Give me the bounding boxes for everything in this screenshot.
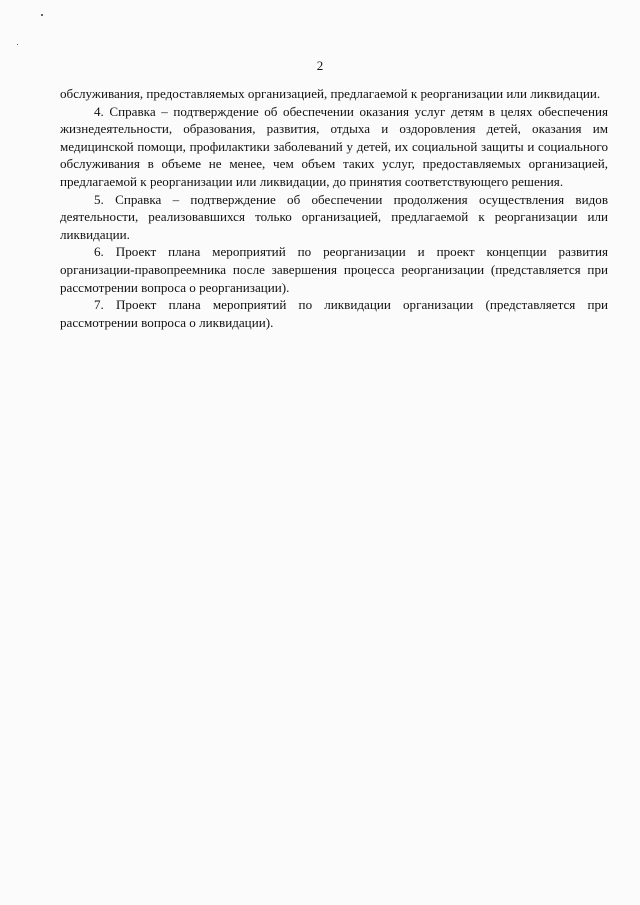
- paragraph-continuation: обслуживания, предоставляемых организацией, предлагаемой к реорганизации или ликвидации.: [60, 86, 601, 101]
- scan-speck: [41, 14, 43, 16]
- document-body: [60, 85, 608, 331]
- page-number: 2: [316, 58, 324, 73]
- paragraph-item-5: 5. Справка – подтверждение об обеспечении продолжения осуществления видов деятельности, реализовавшихся только организацией, предлагаемой к реорганизации или ликвидации.: [60, 191, 608, 242]
- paragraph-item-6: 6. Проект плана мероприятий по реорганизации и проект концепции развития организации-правопреемника после завершения процесса реорганизации (представляется при рассмотрении вопроса о реорганизации).: [60, 244, 608, 295]
- paragraph-item-4: 4. Справка – подтверждение об обеспечении оказания услуг детям в целях обеспечения жизнедеятельности, образования, развития, отдыха и оздоровления детей, оказания им медицинской помощи, профилактики заболеваний у детей, их социальной защиты и социального обслуживания в объеме не менее, чем объем таких услуг, предоставляемых организацией, предлагаемой к реорганизации или ликвидации, до принятия соответствующего решения.: [60, 103, 608, 189]
- paragraph-item-7: 7. Проект плана мероприятий по ликвидации организации (представляется при рассмотрении вопроса о ликвидации).: [60, 297, 608, 330]
- scan-speck: [17, 44, 18, 45]
